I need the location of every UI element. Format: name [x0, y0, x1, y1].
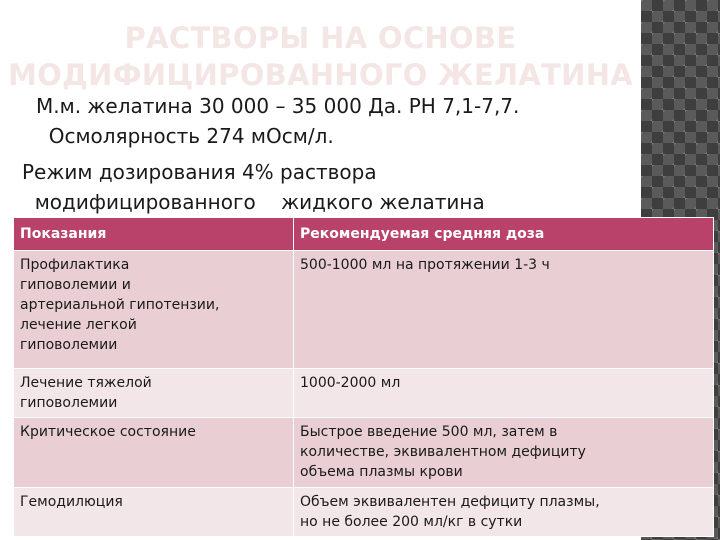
cell-line: гиповолемии и	[20, 277, 131, 293]
cell-line: Объем эквивалентен дефициту плазмы,	[300, 494, 600, 510]
indication-cell	[14, 488, 294, 537]
cell-line: артериальной гипотензии,	[20, 297, 220, 313]
cell-line: Профилактика	[20, 257, 130, 273]
paragraph-line: модифицированного жидкого желатина	[22, 190, 485, 214]
dosing-mode-paragraph	[22, 157, 485, 217]
cell-line: количестве, эквивалентном дефициту	[300, 444, 586, 460]
molecular-weight-paragraph	[36, 91, 519, 151]
table-row	[14, 488, 714, 537]
dose-cell	[294, 488, 714, 537]
header-recommended-dose: Рекомендуемая средняя доза	[294, 218, 714, 251]
cell-line: 500-1000 мл на протяжении 1-3 ч	[300, 257, 550, 273]
paragraph-line: Режим дозирования 4% раствора	[22, 160, 377, 184]
cell-line: Быстрое введение 500 мл, затем в	[300, 424, 558, 440]
cell-line: но не более 200 мл/кг в сутки	[300, 514, 523, 530]
cell-line: Гемодилюция	[20, 494, 123, 510]
dosage-table	[13, 217, 714, 537]
paragraph-line: М.м. желатина 30 000 – 35 000 Да. РН 7,1-7,7.	[36, 94, 520, 118]
table-header-row	[14, 218, 714, 251]
cell-line: гиповолемии	[20, 337, 118, 353]
cell-line: Критическое состояние	[20, 424, 196, 440]
indication-cell	[14, 418, 294, 488]
dose-cell	[294, 369, 714, 418]
table-row	[14, 251, 714, 369]
cell-line: лечение легкой	[20, 317, 137, 333]
cell-line: гиповолемии	[20, 395, 118, 411]
dose-cell	[294, 251, 714, 369]
paragraph-line: Осмолярность 274 мОсм/л.	[36, 124, 334, 148]
cell-line: объема плазмы крови	[300, 464, 463, 480]
table-row	[14, 418, 714, 488]
cell-line: 1000-2000 мл	[300, 375, 401, 391]
dose-cell	[294, 418, 714, 488]
cell-line: Лечение тяжелой	[20, 375, 152, 391]
indication-cell	[14, 369, 294, 418]
header-indications: Показания	[14, 218, 294, 251]
indication-cell	[14, 251, 294, 369]
table-row	[14, 369, 714, 418]
slide-title: РАСТВОРЫ НА ОСНОВЕ МОДИФИЦИРОВАННОГО ЖЕЛАТИНА	[7, 21, 634, 92]
